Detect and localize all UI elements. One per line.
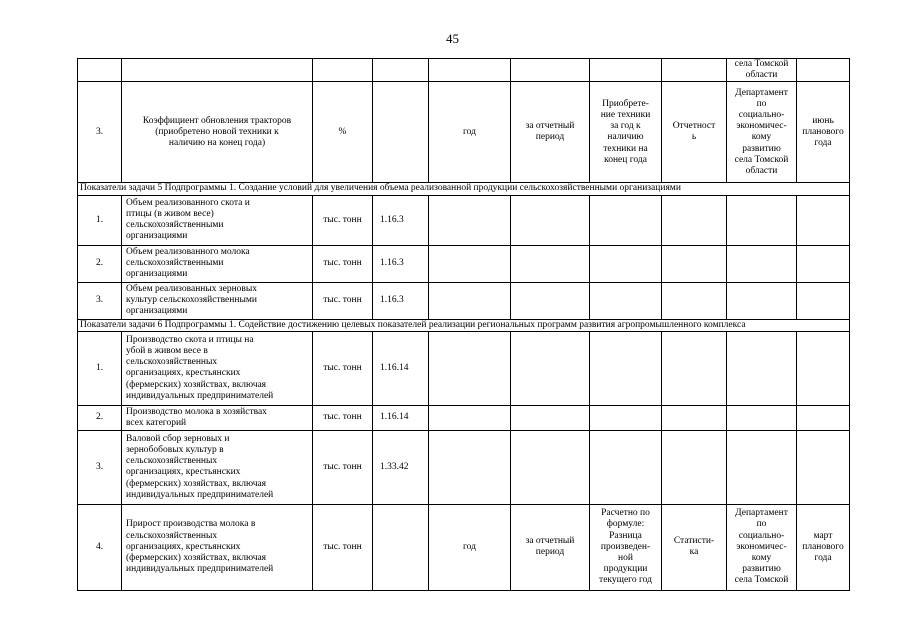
cell-empty bbox=[727, 430, 797, 504]
table-row bbox=[78, 82, 850, 183]
cell-empty bbox=[727, 245, 797, 282]
table-row bbox=[78, 504, 850, 590]
indicator-name: Объем реализованных зерновых культур сельскохозяйственными организациями bbox=[122, 282, 313, 319]
indicator-name: Прирост производства молока в сельскохозяйственных организациях, крестьянских (фермерских) хозяйствах, включая индивидуальных предпринимателей bbox=[122, 504, 313, 590]
cell-empty bbox=[590, 331, 662, 405]
cell-empty bbox=[797, 282, 850, 319]
row-number: 2. bbox=[78, 245, 122, 282]
cell-empty bbox=[590, 430, 662, 504]
row-number: 3. bbox=[78, 282, 122, 319]
unit-cell: тыс. тонн bbox=[313, 430, 373, 504]
source-cell: Отчетност ь bbox=[662, 82, 727, 183]
cell-empty bbox=[429, 59, 511, 82]
period-cell: год bbox=[429, 82, 511, 183]
cell-empty bbox=[511, 430, 590, 504]
indicator-name: Валовой сбор зерновых и зернобобовых культур в сельскохозяйственных организациях, крестьянских (фермерских) хозяйствах, включая индивидуальных предпринимателей bbox=[122, 430, 313, 504]
unit-cell: тыс. тонн bbox=[313, 245, 373, 282]
section-header-row bbox=[78, 319, 850, 331]
indicator-name: Производство молока в хозяйствах всех категорий bbox=[122, 405, 313, 430]
row-number: 4. bbox=[78, 504, 122, 590]
unit-cell: тыс. тонн bbox=[313, 282, 373, 319]
unit-cell: тыс. тонн bbox=[313, 195, 373, 245]
cell-empty bbox=[662, 430, 727, 504]
table-row bbox=[78, 245, 850, 282]
cell-empty bbox=[78, 59, 122, 82]
code-cell: 1.16.3 bbox=[373, 245, 429, 282]
unit-cell: тыс. тонн bbox=[313, 504, 373, 590]
cell-empty bbox=[590, 195, 662, 245]
code-cell: 1.16.14 bbox=[373, 405, 429, 430]
cell-empty bbox=[511, 282, 590, 319]
unit-cell: % bbox=[313, 82, 373, 183]
code-cell: 1.16.14 bbox=[373, 331, 429, 405]
indicator-name: Объем реализованного молока сельскохозяйственными организациями bbox=[122, 245, 313, 282]
cell-empty bbox=[511, 59, 590, 82]
cell-empty bbox=[122, 59, 313, 82]
cell-empty bbox=[727, 282, 797, 319]
section-title: Показатели задачи 5 Подпрограммы 1. Создание условий для увеличения объема реализованной продукции сельскохозяйственными организациями bbox=[78, 183, 850, 195]
cell-empty bbox=[662, 59, 727, 82]
cell-empty bbox=[590, 245, 662, 282]
cell-empty bbox=[727, 331, 797, 405]
cell-empty bbox=[429, 195, 511, 245]
cell-empty bbox=[429, 331, 511, 405]
row-number: 1. bbox=[78, 195, 122, 245]
table-row bbox=[78, 430, 850, 504]
cell-empty bbox=[429, 430, 511, 504]
frequency-cell: за отчетный период bbox=[511, 504, 590, 590]
unit-cell: тыс. тонн bbox=[313, 405, 373, 430]
cell-empty bbox=[797, 245, 850, 282]
deadline-cell: июнь планового года bbox=[797, 82, 850, 183]
source-cell: Статисти- ка bbox=[662, 504, 727, 590]
cell-empty bbox=[662, 195, 727, 245]
row-number: 2. bbox=[78, 405, 122, 430]
cell-empty bbox=[590, 405, 662, 430]
cell-empty bbox=[797, 405, 850, 430]
cell-empty bbox=[662, 331, 727, 405]
row-number: 3. bbox=[78, 82, 122, 183]
cell-empty bbox=[373, 59, 429, 82]
method-cell: Приобрете- ние техники за год к наличию техники на конец года bbox=[590, 82, 662, 183]
cell-empty bbox=[797, 430, 850, 504]
cell-empty bbox=[429, 245, 511, 282]
indicators-table bbox=[77, 58, 850, 591]
row-number: 3. bbox=[78, 430, 122, 504]
indicator-name: Коэффициент обновления тракторов (приобретено новой техники к наличию на конец года) bbox=[122, 82, 313, 183]
cell-empty bbox=[373, 504, 429, 590]
cell-empty bbox=[662, 245, 727, 282]
cell-empty bbox=[590, 59, 662, 82]
table-row bbox=[78, 331, 850, 405]
cell-empty bbox=[511, 195, 590, 245]
cell-empty bbox=[511, 331, 590, 405]
cell-empty bbox=[511, 245, 590, 282]
responsible-cell: села Томской области bbox=[727, 59, 797, 82]
code-cell: 1.16.3 bbox=[373, 282, 429, 319]
section-title: Показатели задачи 6 Подпрограммы 1. Содействие достижению целевых показателей реализации региональных программ развития агропромышленного комплекса bbox=[78, 319, 850, 331]
code-cell: 1.16.3 bbox=[373, 195, 429, 245]
cell-empty bbox=[797, 195, 850, 245]
responsible-cell: Департамент по социально- экономичес- кому развитию села Томской bbox=[727, 504, 797, 590]
cell-empty bbox=[313, 59, 373, 82]
period-cell: год bbox=[429, 504, 511, 590]
deadline-cell: март планового года bbox=[797, 504, 850, 590]
table-row bbox=[78, 195, 850, 245]
cell-empty bbox=[797, 59, 850, 82]
unit-cell: тыс. тонн bbox=[313, 331, 373, 405]
row-number: 1. bbox=[78, 331, 122, 405]
page-number: 45 bbox=[446, 31, 459, 46]
frequency-cell: за отчетный период bbox=[511, 82, 590, 183]
table-row bbox=[78, 282, 850, 319]
indicator-name: Объем реализованного скота и птицы (в живом весе) сельскохозяйственными организациями bbox=[122, 195, 313, 245]
cell-empty bbox=[429, 405, 511, 430]
cell-empty bbox=[727, 195, 797, 245]
cell-empty bbox=[590, 282, 662, 319]
cell-empty bbox=[797, 331, 850, 405]
cell-empty bbox=[662, 282, 727, 319]
cell-empty bbox=[662, 405, 727, 430]
table-row bbox=[78, 59, 850, 82]
responsible-cell: Департамент по социально- экономичес- кому развитию села Томской области bbox=[727, 82, 797, 183]
cell-empty bbox=[429, 282, 511, 319]
cell-empty bbox=[727, 405, 797, 430]
method-cell: Расчетно по формуле: Разница произведен- ной продукции текущего год bbox=[590, 504, 662, 590]
cell-empty bbox=[511, 405, 590, 430]
indicator-name: Производство скота и птицы на убой в живом весе в сельскохозяйственных организациях, крестьянских (фермерских) хозяйствах, включая индивидуальных предпринимателей bbox=[122, 331, 313, 405]
section-header-row bbox=[78, 183, 850, 195]
cell-empty bbox=[373, 82, 429, 183]
code-cell: 1.33.42 bbox=[373, 430, 429, 504]
table-row bbox=[78, 405, 850, 430]
